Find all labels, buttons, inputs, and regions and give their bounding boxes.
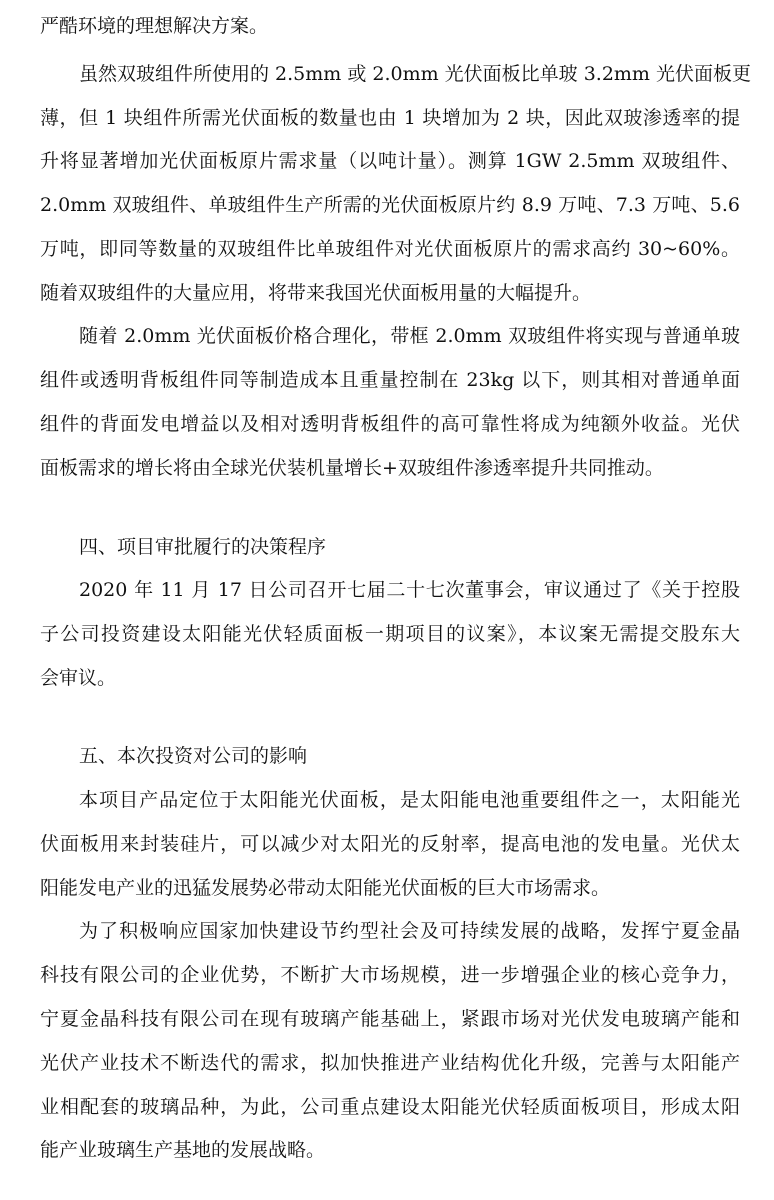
- paragraph-line: 组件或透明背板组件同等制造成本且重量控制在 23kg 以下，则其相对普通单面: [40, 369, 740, 391]
- paragraph-line: 严酷环境的理想解决方案。: [40, 15, 269, 37]
- paragraph-line: 会审议。: [40, 667, 117, 689]
- paragraph-line: 本项目产品定位于太阳能光伏面板，是太阳能电池重要组件之一，太阳能光: [79, 789, 740, 811]
- paragraph-line: 升将显著增加光伏面板原片需求量（以吨计量）。测算 1GW 2.5mm 双玻组件、: [40, 150, 740, 172]
- paragraph-line: 能产业玻璃生产基地的发展战略。: [40, 1139, 326, 1161]
- paragraph-line: 组件的背面发电增益以及相对透明背板组件的高可靠性将成为纯额外收益。光伏: [40, 413, 740, 435]
- paragraph-line: 业相配套的玻璃品种，为此，公司重点建设太阳能光伏轻质面板项目，形成太阳: [40, 1096, 740, 1118]
- paragraph-line: 虽然双玻组件所使用的 2.5mm 或 2.0mm 光伏面板比单玻 3.2mm 光伏面板更: [79, 63, 751, 85]
- paragraph-line: 随着 2.0mm 光伏面板价格合理化，带框 2.0mm 双玻组件将实现与普通单玻: [79, 325, 740, 347]
- paragraph-line: 阳能发电产业的迅猛发展势必带动太阳能光伏面板的巨大市场需求。: [40, 877, 611, 899]
- paragraph-line: 面板需求的增长将由全球光伏装机量增长+双玻组件渗透率提升共同推动。: [40, 457, 664, 479]
- paragraph-line: 科技有限公司的企业优势，不断扩大市场规模，进一步增强企业的核心竞争力，: [40, 964, 740, 986]
- paragraph-line: 2020 年 11 月 17 日公司召开七届二十七次董事会，审议通过了《关于控股: [79, 579, 740, 601]
- paragraph-line: 宁夏金晶科技有限公司在现有玻璃产能基础上，紧跟市场对光伏发电玻璃产能和: [40, 1008, 740, 1030]
- section-heading: 五、本次投资对公司的影响: [79, 745, 308, 767]
- paragraph-line: 子公司投资建设太阳能光伏轻质面板一期项目的议案》，本议案无需提交股东大: [40, 623, 740, 645]
- paragraph-line: 光伏产业技术不断迭代的需求，拟加快推进产业结构优化升级，完善与太阳能产: [40, 1052, 740, 1074]
- paragraph-line: 伏面板用来封装硅片，可以减少对太阳光的反射率，提高电池的发电量。光伏太: [40, 833, 740, 855]
- paragraph-line: 为了积极响应国家加快建设节约型社会及可持续发展的战略，发挥宁夏金晶: [79, 920, 740, 942]
- section-heading: 四、项目审批履行的决策程序: [79, 536, 327, 558]
- paragraph-line: 2.0mm 双玻组件、单玻组件生产所需的光伏面板原片约 8.9 万吨、7.3 万吨、5.6: [40, 194, 740, 216]
- paragraph-line: 随着双玻组件的大量应用，将带来我国光伏面板用量的大幅提升。: [40, 282, 592, 304]
- paragraph-line: 薄，但 1 块组件所需光伏面板的数量也由 1 块增加为 2 块，因此双玻渗透率的提: [40, 107, 740, 129]
- paragraph-line: 万吨，即同等数量的双玻组件比单玻组件对光伏面板原片的需求高约 30~60%。: [40, 238, 740, 260]
